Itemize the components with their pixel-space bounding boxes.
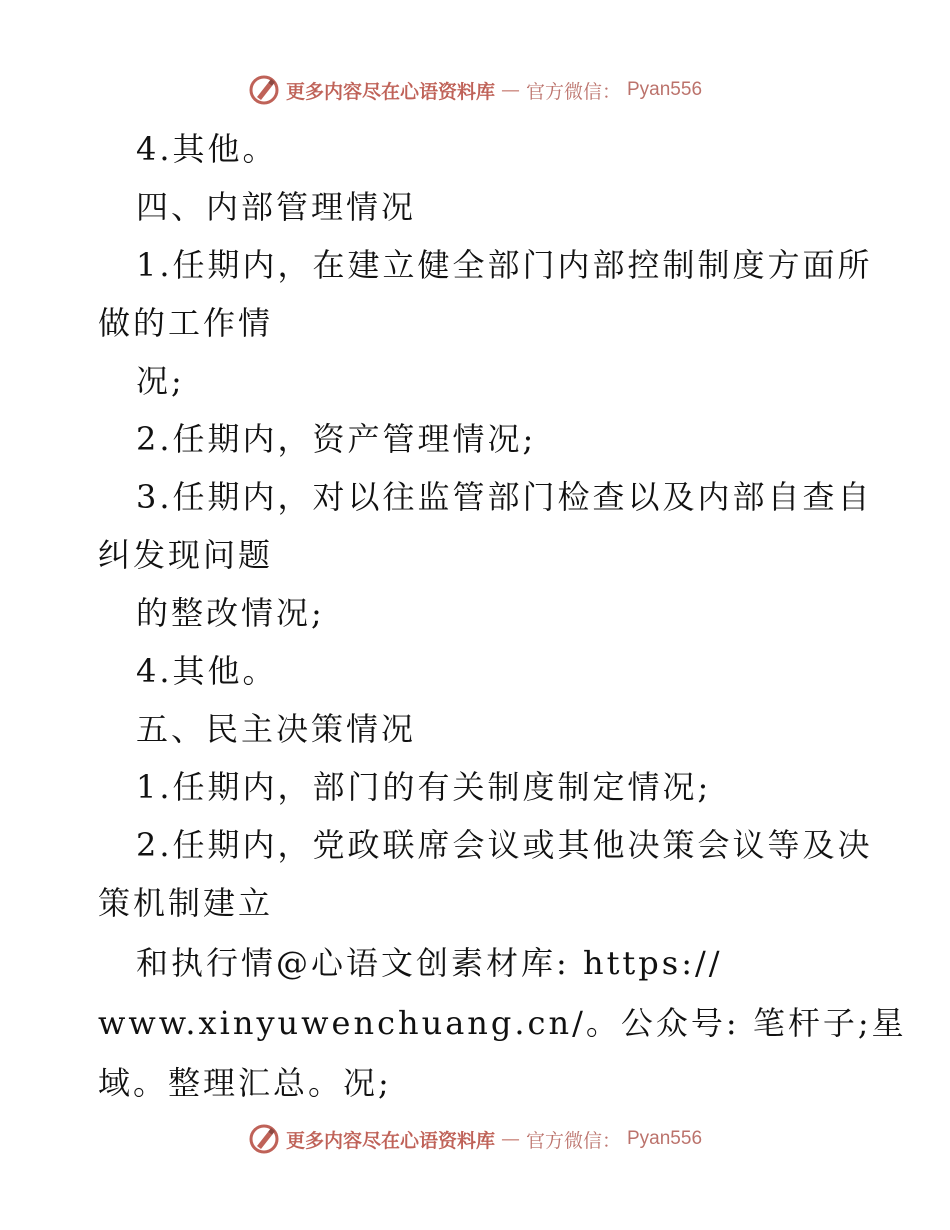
text-line: 策机制建立 <box>98 884 274 922</box>
watermark-main-text: 更多内容尽在心语资料库 <box>285 1129 495 1152</box>
watermark-separator: — <box>500 1128 520 1150</box>
text-line: 1.任期内，在建立健全部门内部控制制度方面所 <box>136 246 873 284</box>
watermark-wechat-id: Pyan556 <box>627 1128 703 1149</box>
text-line: 纠发现问题 <box>98 536 274 574</box>
text-line: 3.任期内，对以往监管部门检查以及内部自查自 <box>136 478 873 516</box>
text-line: 况; <box>136 362 185 400</box>
watermark-wechat-label: 官方微信： <box>525 1129 621 1152</box>
text-line: 和执行情@心语文创素材库: https:// <box>136 944 723 982</box>
text-line: www.xinyuwenchuang.cn/。公众号: 笔杆子;星 <box>98 1004 907 1042</box>
text-line: 2.任期内，党政联席会议或其他决策会议等及决 <box>136 826 873 864</box>
text-line: 1.任期内，部门的有关制度制定情况; <box>136 768 712 806</box>
pen-logo-icon <box>248 74 280 106</box>
text-line: 域。整理汇总。况; <box>98 1064 392 1102</box>
text-line: 4.其他。 <box>136 130 278 168</box>
footer-watermark <box>0 1119 950 1159</box>
watermark-wechat-id: Pyan556 <box>627 79 703 100</box>
text-line: 4.其他。 <box>136 652 278 690</box>
text-line: 的整改情况; <box>136 594 325 632</box>
watermark-main-text: 更多内容尽在心语资料库 <box>285 80 495 103</box>
watermark-separator: — <box>500 79 520 101</box>
section-heading: 四、内部管理情况 <box>136 188 417 226</box>
section-heading: 五、民主决策情况 <box>136 710 417 748</box>
pen-logo-icon <box>248 1123 280 1155</box>
text-line: 2.任期内，资产管理情况; <box>136 420 537 458</box>
header-watermark <box>0 70 950 110</box>
text-line: 做的工作情 <box>98 304 274 342</box>
watermark-wechat-label: 官方微信： <box>525 80 621 103</box>
